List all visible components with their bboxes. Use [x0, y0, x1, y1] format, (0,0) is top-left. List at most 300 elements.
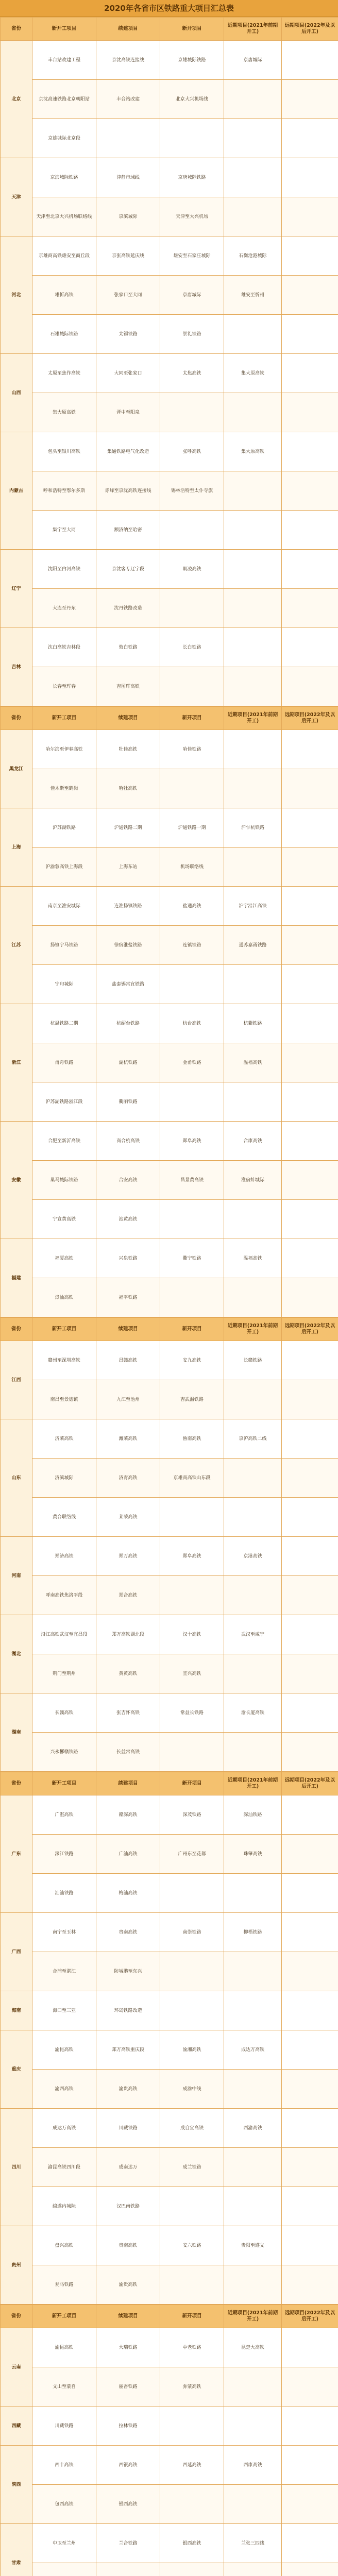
project-cell: 杭绍台铁路	[96, 1004, 160, 1043]
project-cell: 黄黄高铁	[96, 1654, 160, 1693]
project-cell	[282, 730, 338, 769]
project-cell	[160, 769, 224, 808]
project-cell	[224, 2148, 282, 2187]
project-cell: 汉十高铁	[160, 1615, 224, 1654]
project-cell	[224, 471, 282, 511]
column-header: 省份	[1, 1772, 32, 1795]
project-cell: 包西高铁	[32, 2485, 96, 2524]
project-cell: 商合杭高铁	[96, 1122, 160, 1161]
project-cell: 成兰铁路	[160, 2148, 224, 2187]
project-cell: 武汉至咸宁	[224, 1615, 282, 1654]
project-cell: 长赣铁路	[224, 1341, 282, 1380]
project-cell	[224, 1278, 282, 1317]
project-cell: 通苏嘉甬铁路	[224, 926, 282, 965]
project-cell	[160, 2265, 224, 2304]
project-cell	[282, 393, 338, 432]
project-cell: 吉武温铁路	[160, 1380, 224, 1419]
project-cell: 敦白铁路	[96, 628, 160, 667]
project-cell: 牡佳高铁	[96, 730, 160, 769]
project-cell	[282, 1459, 338, 1498]
project-cell	[282, 1537, 338, 1576]
project-cell: 中卫至兰州	[32, 2524, 96, 2563]
table-row	[1, 41, 338, 80]
project-cell: 湖杭铁路	[96, 1043, 160, 1082]
table-header-row	[1, 1318, 338, 1341]
project-cell	[282, 1419, 338, 1459]
project-cell: 丰台站改建工程	[32, 41, 96, 80]
table-row	[1, 1795, 338, 1835]
project-cell: 沪通铁路二期	[96, 808, 160, 848]
project-cell: 朝凌高铁	[160, 550, 224, 589]
column-header: 新开工项目	[32, 1772, 96, 1795]
project-cell: 天津至大兴机场	[160, 197, 224, 236]
table-row	[1, 808, 338, 848]
table-row	[1, 1459, 338, 1498]
project-cell: 京港高铁	[224, 1537, 282, 1576]
table-row	[1, 1537, 338, 1576]
project-cell: 大瑞铁路	[96, 2328, 160, 2367]
project-cell	[224, 119, 282, 158]
province-cell: 贵州	[1, 2226, 32, 2304]
project-cell	[160, 1991, 224, 2030]
project-cell: 环岛铁路改造	[96, 1991, 160, 2030]
project-cell: 漳汕高铁	[32, 1278, 96, 1317]
project-cell: 西十高铁	[32, 2446, 96, 2485]
column-header: 新开项目	[160, 1318, 224, 1341]
province-cell: 浙江	[1, 1004, 32, 1122]
table-row	[1, 2485, 338, 2524]
project-cell: 广州东至花都	[160, 1835, 224, 1874]
project-cell: 成达万高铁	[224, 2030, 282, 2070]
project-table	[0, 1317, 338, 1772]
project-cell: 常益长铁路	[160, 1693, 224, 1733]
project-cell: 南京至淮安城际	[32, 887, 96, 926]
project-cell: 莱荣高铁	[96, 1498, 160, 1537]
project-cell: 集大原高铁	[224, 354, 282, 393]
project-cell: 合康高铁	[224, 1122, 282, 1161]
project-cell: 北京大兴机场线	[160, 80, 224, 119]
project-cell	[282, 926, 338, 965]
table-row	[1, 236, 338, 276]
project-cell: 长益常高铁	[96, 1733, 160, 1772]
project-cell: 兰张三四线	[224, 2524, 282, 2563]
project-cell	[282, 848, 338, 887]
column-header: 新开工项目	[32, 707, 96, 730]
table-row	[1, 2148, 338, 2187]
table-header-row	[1, 18, 338, 41]
project-cell: 京滨城际铁路	[32, 158, 96, 197]
project-cell	[282, 1733, 338, 1772]
project-cell	[160, 1733, 224, 1772]
project-cell	[282, 1278, 338, 1317]
project-cell	[224, 2406, 282, 2446]
table-row	[1, 1952, 338, 1991]
project-cell: 宁宣黄高铁	[32, 1200, 96, 1239]
project-cell	[282, 2563, 338, 2576]
project-cell	[160, 511, 224, 550]
table-row	[1, 2406, 338, 2446]
project-cell	[282, 432, 338, 471]
column-header: 续建项目	[96, 18, 160, 41]
project-cell	[160, 2406, 224, 2446]
table-row	[1, 965, 338, 1004]
table-row	[1, 80, 338, 119]
project-cell: 贵阳至遵义	[224, 2226, 282, 2265]
project-cell	[224, 848, 282, 887]
table-row	[1, 1161, 338, 1200]
project-cell	[160, 1498, 224, 1537]
project-cell: 赣州至深圳高铁	[32, 1341, 96, 1380]
project-cell: 张家口至大同	[96, 276, 160, 315]
project-cell	[282, 80, 338, 119]
project-cell	[224, 2485, 282, 2524]
table-row	[1, 315, 338, 354]
table-row	[1, 119, 338, 158]
project-cell: 福平铁路	[96, 1278, 160, 1317]
project-cell	[224, 1991, 282, 2030]
project-cell: 赤峰至京沈高铁连接线	[96, 471, 160, 511]
project-cell	[224, 1576, 282, 1615]
project-cell: 丰台站改建	[96, 80, 160, 119]
project-cell: 盐通高铁	[160, 887, 224, 926]
project-cell: 雄安至石家庄城际	[160, 236, 224, 276]
project-cell: 雄忻高铁	[32, 276, 96, 315]
project-cell: 九江至池州	[96, 1380, 160, 1419]
column-header: 近期项目(2021年前期开工)	[224, 707, 282, 730]
column-header: 新开工项目	[32, 1318, 96, 1341]
table-row	[1, 2070, 338, 2109]
project-cell: 郑万高铁湖北段	[96, 1615, 160, 1654]
province-cell: 天津	[1, 158, 32, 236]
project-cell: 深汕铁路	[224, 1795, 282, 1835]
project-cell	[282, 887, 338, 926]
project-cell	[282, 769, 338, 808]
table-row	[1, 1278, 338, 1317]
project-table	[0, 17, 338, 706]
project-cell: 兴永郴赣铁路	[32, 1733, 96, 1772]
project-cell: 盘兴高铁	[32, 2226, 96, 2265]
column-header: 续建项目	[96, 707, 160, 730]
table-header-row	[1, 2305, 338, 2328]
table-row	[1, 1693, 338, 1733]
province-cell: 辽宁	[1, 550, 32, 628]
project-cell: 深江铁路	[32, 1835, 96, 1874]
table-row	[1, 2524, 338, 2563]
project-cell: 津静市域线	[96, 158, 160, 197]
project-cell: 京沈高铁连接线	[96, 41, 160, 80]
project-cell	[224, 393, 282, 432]
project-cell: 西康高铁	[224, 2446, 282, 2485]
project-cell: 包头至银川高铁	[32, 432, 96, 471]
project-cell	[282, 1913, 338, 1952]
province-cell: 云南	[1, 2328, 32, 2406]
project-cell	[282, 2446, 338, 2485]
project-cell: 郑合高铁	[96, 1576, 160, 1615]
project-cell	[282, 1615, 338, 1654]
project-cell: 长赣高铁	[32, 1693, 96, 1733]
project-cell	[224, 511, 282, 550]
project-cell	[282, 471, 338, 511]
project-cell	[282, 589, 338, 628]
project-cell	[160, 1278, 224, 1317]
project-cell	[224, 197, 282, 236]
project-cell: 沪苏湖铁路浙江段	[32, 1082, 96, 1122]
table-row	[1, 1874, 338, 1913]
project-cell: 黄台联络线	[32, 1498, 96, 1537]
province-cell: 海南	[1, 1991, 32, 2030]
column-header: 远期项目(2022年及以后开工)	[282, 707, 338, 730]
project-cell: 郑万高铁	[96, 1537, 160, 1576]
project-cell: 大同至张家口	[96, 354, 160, 393]
project-cell	[224, 1874, 282, 1913]
project-cell: 沈白高铁吉林段	[32, 628, 96, 667]
project-cell: 京唐城际	[224, 41, 282, 80]
project-cell	[282, 1952, 338, 1991]
column-header: 远期项目(2022年及以后开工)	[282, 2305, 338, 2328]
project-cell: 石衡沧港城际	[224, 236, 282, 276]
project-cell: 银西高铁	[96, 2485, 160, 2524]
province-cell: 内蒙古	[1, 432, 32, 550]
project-cell: 沪宁沿江高铁	[224, 887, 282, 926]
project-cell: 川藏铁路	[32, 2406, 96, 2446]
table-row	[1, 1043, 338, 1082]
project-cell: 集宁至大同	[32, 511, 96, 550]
project-cell	[282, 354, 338, 393]
project-cell	[282, 2148, 338, 2187]
project-cell	[282, 2109, 338, 2148]
project-cell: 郑万高铁重庆段	[96, 2030, 160, 2070]
project-cell: 京滨城际	[96, 197, 160, 236]
project-cell: 合肥至新沂高铁	[32, 1122, 96, 1161]
project-cell	[282, 158, 338, 197]
project-cell: 张呼高铁	[160, 432, 224, 471]
column-header: 续建项目	[96, 1772, 160, 1795]
project-cell: 京雄商高铁山东段	[160, 1459, 224, 1498]
project-cell	[282, 628, 338, 667]
project-cell: 池黄高铁	[96, 1200, 160, 1239]
project-cell: 济青高铁	[96, 1459, 160, 1498]
table-row	[1, 354, 338, 393]
project-cell	[224, 1459, 282, 1498]
province-cell: 北京	[1, 41, 32, 158]
province-cell: 广西	[1, 1913, 32, 1991]
project-cell: 佳木斯至鹤岗	[32, 769, 96, 808]
project-cell	[282, 2406, 338, 2446]
project-cell: 连镇铁路	[160, 926, 224, 965]
column-header: 续建项目	[96, 2305, 160, 2328]
column-header: 省份	[1, 707, 32, 730]
project-cell: 衢宁铁路	[160, 1239, 224, 1278]
project-cell: 汉巴南铁路	[96, 2187, 160, 2226]
column-header: 远期项目(2022年及以后开工)	[282, 18, 338, 41]
project-cell	[282, 2187, 338, 2226]
project-cell: 衢丽铁路	[96, 1082, 160, 1122]
project-cell	[282, 2328, 338, 2367]
project-cell	[224, 667, 282, 706]
project-cell	[160, 119, 224, 158]
table-row	[1, 1082, 338, 1122]
table-row	[1, 1004, 338, 1043]
province-cell: 河南	[1, 1537, 32, 1615]
project-cell: 巢马城际铁路	[32, 1161, 96, 1200]
table-row	[1, 887, 338, 926]
project-cell: 温福高铁	[224, 1043, 282, 1082]
project-cell	[282, 550, 338, 589]
project-cell: 南崇铁路	[160, 1913, 224, 1952]
project-cell: 集通铁路电气化改造	[96, 432, 160, 471]
project-cell: 郑济高铁	[32, 1537, 96, 1576]
project-cell	[282, 2367, 338, 2406]
province-cell: 广东	[1, 1795, 32, 1913]
project-cell	[160, 2485, 224, 2524]
project-cell: 晋中至阳泉	[96, 393, 160, 432]
project-cell	[282, 2265, 338, 2304]
project-cell: 文山至蒙自	[32, 2367, 96, 2406]
project-cell: 广汕高铁	[96, 1835, 160, 1874]
project-cell	[282, 119, 338, 158]
project-cell: 成渝中线	[160, 2070, 224, 2109]
project-cell	[282, 1122, 338, 1161]
project-cell: 京唐城际	[160, 276, 224, 315]
project-cell	[282, 1576, 338, 1615]
project-cell	[160, 1576, 224, 1615]
project-cell: 海口至三亚	[32, 1991, 96, 2030]
project-cell	[224, 589, 282, 628]
province-cell: 甘肃	[1, 2524, 32, 2576]
column-header: 远期项目(2022年及以后开工)	[282, 1318, 338, 1341]
project-cell: 盐泰锡常宜铁路	[96, 965, 160, 1004]
page-title: 2020年各省市区铁路重大项目汇总表	[0, 0, 338, 17]
project-cell: 成自宜高铁	[160, 2109, 224, 2148]
column-header: 近期项目(2021年前期开工)	[224, 1318, 282, 1341]
project-cell: 扬镇宁马铁路	[32, 926, 96, 965]
column-header: 新开项目	[160, 1772, 224, 1795]
project-cell: 南昌至景德镇	[32, 1380, 96, 1419]
project-cell: 西渝高铁	[224, 2109, 282, 2148]
project-cell: 绵遂内城际	[32, 2187, 96, 2226]
project-cell	[282, 1991, 338, 2030]
project-cell: 杭台高铁	[160, 1004, 224, 1043]
project-cell: 安六铁路	[160, 2226, 224, 2265]
table-row	[1, 2109, 338, 2148]
table-row	[1, 1576, 338, 1615]
project-cell	[282, 41, 338, 80]
project-cell: 鲁南高铁	[160, 1419, 224, 1459]
table-row	[1, 432, 338, 471]
table-row	[1, 2265, 338, 2304]
project-cell: 沈丹铁路改造	[96, 589, 160, 628]
project-cell: 渝昆高铁	[32, 2030, 96, 2070]
project-cell: 哈牡高铁	[96, 769, 160, 808]
project-cell: 渝贵高铁	[96, 2265, 160, 2304]
table-row	[1, 1615, 338, 1654]
project-cell	[160, 2563, 224, 2576]
project-cell: 宜兴高铁	[160, 1654, 224, 1693]
project-cell: 张吉怀高铁	[96, 1693, 160, 1733]
project-cell	[160, 1874, 224, 1913]
project-cell: 太原至焦作高铁	[32, 354, 96, 393]
table-row	[1, 2030, 338, 2070]
project-cell: 连淮扬镇铁路	[96, 887, 160, 926]
project-cell: 赣深高铁	[96, 1795, 160, 1835]
project-cell: 太焦高铁	[160, 354, 224, 393]
province-cell: 四川	[1, 2109, 32, 2226]
project-cell: 温福高铁	[224, 1239, 282, 1278]
project-cell	[160, 667, 224, 706]
project-cell: 京张高铁延庆线	[96, 236, 160, 276]
project-cell: 合安高铁	[96, 1161, 160, 1200]
project-cell: 京雄城际铁路	[160, 41, 224, 80]
project-cell	[160, 1952, 224, 1991]
province-cell: 山西	[1, 354, 32, 432]
project-cell: 汕汕铁路	[32, 1874, 96, 1913]
project-cell: 潍莱高铁	[96, 1419, 160, 1459]
project-cell: 沪苏湖铁路	[32, 808, 96, 848]
column-header: 新开项目	[160, 707, 224, 730]
project-cell	[282, 2226, 338, 2265]
column-header: 省份	[1, 1318, 32, 1341]
table-row	[1, 2328, 338, 2367]
province-cell: 重庆	[1, 2030, 32, 2109]
table-row	[1, 2187, 338, 2226]
province-cell: 山东	[1, 1419, 32, 1537]
project-cell	[282, 1200, 338, 1239]
project-cell	[96, 2563, 160, 2576]
table-row	[1, 1380, 338, 1419]
project-cell: 甬舟铁路	[32, 1043, 96, 1082]
project-cell	[224, 1733, 282, 1772]
project-cell: 杭衢铁路	[224, 1004, 282, 1043]
project-cell	[282, 2070, 338, 2109]
project-cell	[282, 965, 338, 1004]
project-cell: 荆门至荆州	[32, 1654, 96, 1693]
table-row	[1, 848, 338, 887]
project-cell	[224, 730, 282, 769]
province-cell: 黑龙江	[1, 730, 32, 808]
project-cell: 南宁至玉林	[32, 1913, 96, 1952]
project-cell: 济滨城际	[32, 1459, 96, 1498]
project-cell: 梅汕高铁	[96, 1874, 160, 1913]
project-cell	[282, 1795, 338, 1835]
province-cell: 湖北	[1, 1615, 32, 1693]
project-cell: 合浦至湛江	[32, 1952, 96, 1991]
table-row	[1, 550, 338, 589]
project-cell: 呼南高铁焦洛平段	[32, 1576, 96, 1615]
project-cell: 渝贵高铁	[96, 2070, 160, 2109]
project-cell	[282, 315, 338, 354]
project-cell: 渝昆高铁	[32, 2328, 96, 2367]
project-cell: 贵南高铁	[96, 1913, 160, 1952]
table-row	[1, 1835, 338, 1874]
column-header: 近期项目(2021年前期开工)	[224, 2305, 282, 2328]
project-cell: 额济纳至哈密	[96, 511, 160, 550]
project-cell	[224, 80, 282, 119]
project-cell: 福厦高铁	[32, 1239, 96, 1278]
project-cell: 吉图珲高铁	[96, 667, 160, 706]
project-cell: 沪渝蓉高铁上海段	[32, 848, 96, 887]
project-cell	[282, 1654, 338, 1693]
project-cell	[32, 2563, 96, 2576]
project-cell: 昆楚大高铁	[224, 2328, 282, 2367]
table-row	[1, 1239, 338, 1278]
project-table	[0, 706, 338, 1317]
project-cell	[282, 2030, 338, 2070]
project-cell: 渝湘高铁	[160, 2030, 224, 2070]
project-cell: 集大原高铁	[224, 432, 282, 471]
project-cell: 京唐城际铁路	[160, 158, 224, 197]
project-cell	[224, 1654, 282, 1693]
table-row	[1, 1419, 338, 1459]
